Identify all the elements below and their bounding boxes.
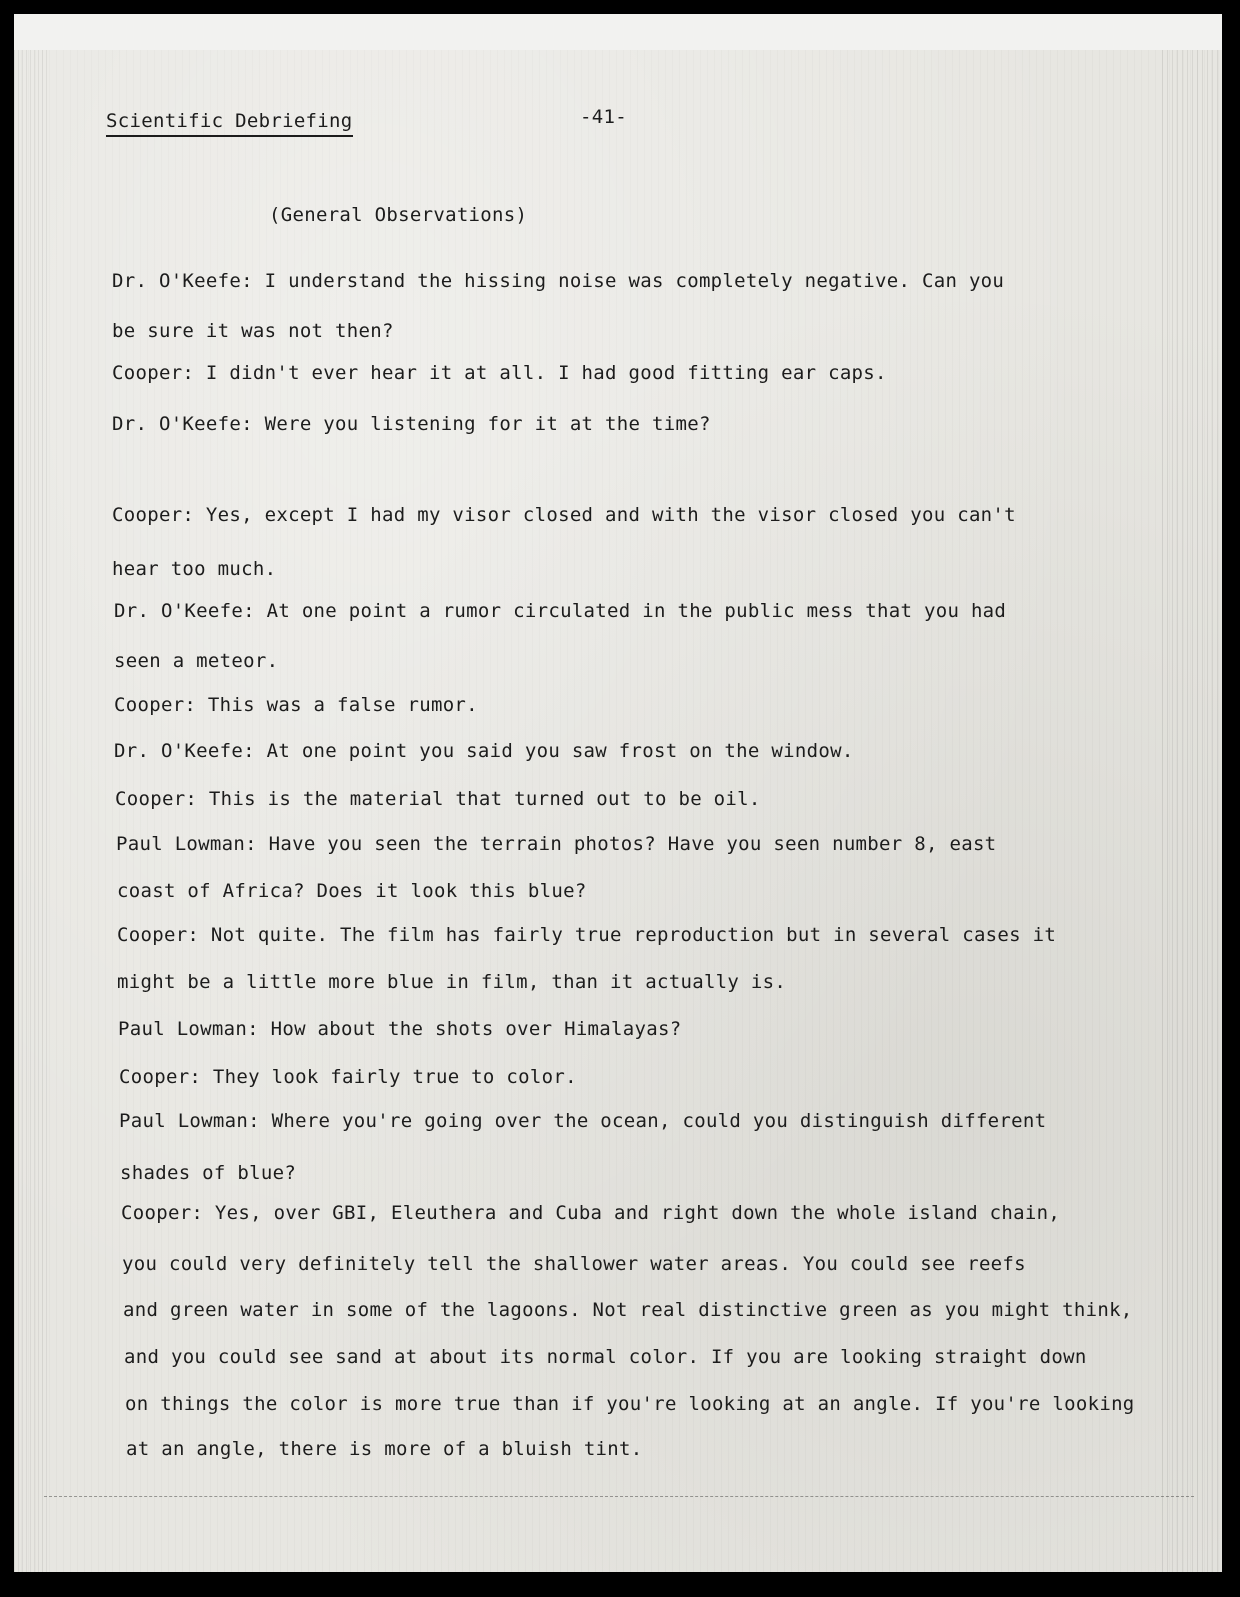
paper-top-margin [14, 14, 1222, 50]
transcript-line: and green water in some of the lagoons. Not real distinctive green as you might think, [123, 1299, 1133, 1321]
transcript-line: Cooper: Yes, over GBI, Eleuthera and Cuba and right down the whole island chain, [121, 1202, 1061, 1224]
transcript-line: Paul Lowman: Have you seen the terrain photos? Have you seen number 8, east [116, 833, 997, 855]
transcript-line: coast of Africa? Does it look this blue? [117, 880, 587, 902]
transcript-line: Paul Lowman: How about the shots over Himalayas? [118, 1018, 682, 1040]
page-edge-right [1162, 50, 1222, 1572]
transcript-line: might be a little more blue in film, than it actually is. [117, 971, 787, 993]
transcript-line: and you could see sand at about its normal color. If you are looking straight down [124, 1346, 1087, 1368]
page-bottom-rule [44, 1496, 1194, 1497]
transcript-line: Dr. O'Keefe: I understand the hissing noise was completely negative. Can you [112, 270, 1005, 292]
transcript-line: Cooper: Yes, except I had my visor closed and with the visor closed you can't [112, 504, 1016, 526]
transcript-line: Dr. O'Keefe: At one point you said you saw frost on the window. [114, 740, 854, 762]
transcript-line: at an angle, there is more of a bluish tint. [126, 1438, 643, 1460]
transcript-line: Paul Lowman: Where you're going over the ocean, could you distinguish different [119, 1110, 1047, 1132]
page-edge-left [14, 50, 48, 1572]
transcript-line: Cooper: I didn't ever hear it at all. I had good fitting ear caps. [112, 362, 887, 384]
section-heading: (General Observations) [269, 204, 528, 226]
page-number: -41- [580, 106, 627, 128]
transcript-line: Cooper: They look fairly true to color. [119, 1066, 577, 1088]
transcript-line: Cooper: This was a false rumor. [114, 694, 478, 716]
transcript-line: seen a meteor. [114, 650, 279, 672]
transcript-line: Cooper: Not quite. The film has fairly true reproduction but in several cases it [117, 924, 1057, 946]
transcript-line: shades of blue? [120, 1162, 297, 1184]
transcript-line: Dr. O'Keefe: Were you listening for it at the time? [112, 413, 711, 435]
transcript-line: Dr. O'Keefe: At one point a rumor circulated in the public mess that you had [114, 600, 1007, 622]
document-page [14, 50, 1222, 1572]
transcript-line: on things the color is more true than if you're looking at an angle. If you're looking [125, 1393, 1135, 1415]
transcript-line: you could very definitely tell the shallower water areas. You could see reefs [122, 1253, 1026, 1275]
transcript-line: Cooper: This is the material that turned out to be oil. [115, 788, 761, 810]
transcript-line: be sure it was not then? [112, 320, 394, 342]
transcript-line: hear too much. [112, 558, 277, 580]
document-title: Scientific Debriefing [106, 112, 353, 137]
